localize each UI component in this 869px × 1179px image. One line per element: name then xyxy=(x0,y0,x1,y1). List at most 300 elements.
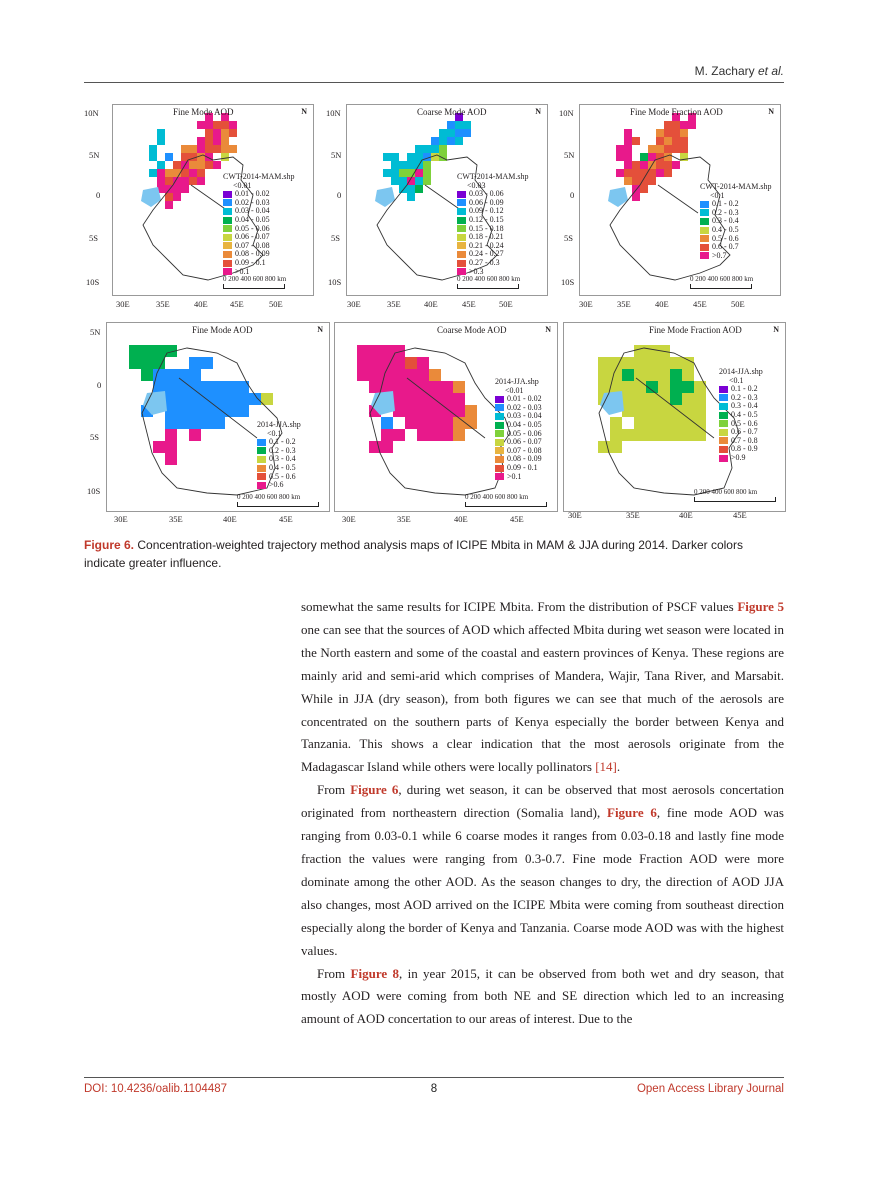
legend-item: 0.12 - 0.15 xyxy=(457,216,528,225)
grid-cell xyxy=(616,153,624,161)
grid-cell xyxy=(616,169,624,177)
map-title: Fine Mode Fraction AOD xyxy=(630,107,723,117)
legend-swatch xyxy=(223,225,232,232)
grid-cell xyxy=(616,145,624,153)
legend-swatch xyxy=(257,465,266,472)
legend-swatch xyxy=(719,420,728,427)
grid-cell xyxy=(357,357,369,369)
legend-item: >0.1 xyxy=(223,268,294,277)
grid-cell xyxy=(664,169,672,177)
legend-item: 0.09 - 0.1 xyxy=(495,464,542,473)
legend-swatch xyxy=(457,234,466,241)
y-tick: 10N xyxy=(326,108,341,118)
grid-cell xyxy=(383,153,391,161)
grid-cell xyxy=(646,369,658,381)
legend-item: 0.4 - 0.5 xyxy=(700,226,771,235)
grid-cell xyxy=(646,417,658,429)
legend-item: 0.03 - 0.04 xyxy=(223,207,294,216)
legend-swatch xyxy=(495,413,504,420)
grid-cell xyxy=(381,369,393,381)
grid-cell xyxy=(399,177,407,185)
grid-cell xyxy=(165,429,177,441)
grid-cell xyxy=(664,121,672,129)
grid-cell xyxy=(153,357,165,369)
grid-cell xyxy=(646,345,658,357)
legend-item: 0.08 - 0.09 xyxy=(495,455,542,464)
grid-cell xyxy=(405,369,417,381)
legend-swatch xyxy=(719,403,728,410)
x-tick: 40E xyxy=(655,299,669,309)
grid-cell xyxy=(429,369,441,381)
grid-cell xyxy=(181,177,189,185)
grid-cell xyxy=(417,405,429,417)
grid-cell xyxy=(157,137,165,145)
caption-text: Concentration-weighted trajectory method analysis maps of ICIPE Mbita in MAM & JJA during 2014. Darker colors indicate greater influence. xyxy=(84,538,743,570)
grid-cell xyxy=(423,177,431,185)
grid-cell xyxy=(640,185,648,193)
grid-cell xyxy=(682,381,694,393)
legend-swatch xyxy=(457,225,466,232)
grid-cell xyxy=(129,345,141,357)
grid-cell xyxy=(157,129,165,137)
legend-swatch xyxy=(700,252,709,259)
grid-cell xyxy=(640,153,648,161)
y-tick: 10S xyxy=(328,277,342,287)
grid-cell xyxy=(682,357,694,369)
citation-link[interactable]: [14] xyxy=(595,759,617,775)
journal-name: Open Access Library Journal xyxy=(636,1083,784,1095)
grid-cell xyxy=(391,161,399,169)
grid-cell xyxy=(415,185,423,193)
grid-cell xyxy=(189,417,201,429)
grid-cell xyxy=(205,121,213,129)
x-tick: 35E xyxy=(397,514,411,524)
grid-cell xyxy=(165,381,177,393)
legend-swatch xyxy=(495,456,504,463)
grid-cell xyxy=(658,405,670,417)
legend-item: 0.3 - 0.4 xyxy=(700,217,771,226)
grid-cell xyxy=(177,381,189,393)
grid-cell xyxy=(405,357,417,369)
y-tick: 10N xyxy=(84,108,99,118)
grid-cell xyxy=(610,417,622,429)
grid-cell xyxy=(417,429,429,441)
legend-title: 2014-JJA.shp xyxy=(495,377,539,386)
grid-cell xyxy=(405,393,417,405)
grid-cell xyxy=(453,381,465,393)
grid-cell xyxy=(197,145,205,153)
grid-cell xyxy=(407,185,415,193)
map-panel-coarse-mam xyxy=(346,104,548,296)
grid-cell xyxy=(201,405,213,417)
y-tick: 0 xyxy=(96,190,101,200)
grid-cell xyxy=(201,417,213,429)
legend-swatch xyxy=(257,447,266,454)
legend-item: 0.3 - 0.4 xyxy=(719,402,763,411)
grid-cell xyxy=(197,121,205,129)
page-footer xyxy=(84,1077,784,1095)
legend-swatch xyxy=(257,482,266,489)
x-tick: 50E xyxy=(731,299,745,309)
grid-cell xyxy=(189,357,201,369)
legend-swatch xyxy=(223,242,232,249)
legend-title: CWT-2014-MAM.shp xyxy=(223,172,295,181)
grid-cell xyxy=(153,345,165,357)
grid-cell xyxy=(189,405,201,417)
legend-item: 0.04 - 0.05 xyxy=(495,421,542,430)
grid-cell xyxy=(688,121,696,129)
legend-item: >0.3 xyxy=(457,268,528,277)
grid-cell xyxy=(656,137,664,145)
legend-item: 0.05 - 0.06 xyxy=(495,430,542,439)
x-tick: 45E xyxy=(693,299,707,309)
grid-cell xyxy=(622,369,634,381)
legend-item: 0.1 - 0.2 xyxy=(700,200,771,209)
grid-cell xyxy=(465,405,477,417)
grid-cell xyxy=(622,393,634,405)
grid-cell xyxy=(221,121,229,129)
x-tick: 40E xyxy=(679,510,693,520)
legend-swatch xyxy=(700,209,709,216)
grid-cell xyxy=(624,137,632,145)
legend-item: 0.21 - 0.24 xyxy=(457,242,528,251)
grid-cell xyxy=(632,137,640,145)
legend-swatch xyxy=(223,208,232,215)
grid-cell xyxy=(381,429,393,441)
grid-cell xyxy=(598,381,610,393)
y-tick: 5S xyxy=(89,233,98,243)
legend-swatch xyxy=(457,191,466,198)
legend-swatch xyxy=(223,234,232,241)
grid-cell xyxy=(634,381,646,393)
y-tick: 0 xyxy=(570,190,575,200)
grid-cell xyxy=(441,429,453,441)
grid-cell xyxy=(181,185,189,193)
grid-cell xyxy=(383,169,391,177)
legend-swatch xyxy=(223,199,232,206)
legend-item: 0.4 - 0.5 xyxy=(257,464,301,473)
grid-cell xyxy=(658,369,670,381)
map-panel-fine-jja xyxy=(106,322,330,512)
y-tick: 5S xyxy=(564,233,573,243)
grid-cell xyxy=(634,405,646,417)
x-tick: 35E xyxy=(387,299,401,309)
legend-swatch xyxy=(700,218,709,225)
grid-cell xyxy=(632,161,640,169)
legend-swatch xyxy=(457,260,466,267)
grid-cell xyxy=(646,393,658,405)
legend-item: 0.3 - 0.4 xyxy=(257,455,301,464)
north-arrow-icon: N xyxy=(545,325,551,334)
grid-cell xyxy=(682,369,694,381)
grid-cell xyxy=(439,129,447,137)
grid-cell xyxy=(393,369,405,381)
y-tick: 5N xyxy=(89,150,100,160)
grid-cell xyxy=(431,145,439,153)
grid-cell xyxy=(165,417,177,429)
grid-cell xyxy=(656,161,664,169)
legend-swatch xyxy=(457,217,466,224)
legend-item: 0.7 - 0.8 xyxy=(719,437,763,446)
legend-swatch xyxy=(719,394,728,401)
legend-item: 0.6 - 0.7 xyxy=(719,428,763,437)
legend-item: 0.27 - 0.3 xyxy=(457,259,528,268)
map-title: Coarse Mode AOD xyxy=(417,107,487,117)
grid-cell xyxy=(229,145,237,153)
grid-cell xyxy=(672,129,680,137)
legend-swatch xyxy=(495,465,504,472)
legend-swatch xyxy=(223,217,232,224)
north-arrow-icon: N xyxy=(773,325,779,334)
grid-cell xyxy=(682,429,694,441)
grid-cell xyxy=(177,369,189,381)
grid-cell xyxy=(165,177,173,185)
map-title: Fine Mode Fraction AOD xyxy=(649,325,742,335)
legend-item: 0.1 - 0.2 xyxy=(257,438,301,447)
map-legend xyxy=(257,421,301,490)
legend-swatch xyxy=(719,386,728,393)
legend-item: 0.24 - 0.27 xyxy=(457,250,528,259)
legend-item: 0.04 - 0.05 xyxy=(223,216,294,225)
x-tick: 35E xyxy=(156,299,170,309)
x-tick: 40E xyxy=(424,299,438,309)
legend-swatch xyxy=(700,227,709,234)
x-tick: 45E xyxy=(510,514,524,524)
grid-cell xyxy=(381,357,393,369)
grid-cell xyxy=(417,417,429,429)
grid-cell xyxy=(173,193,181,201)
legend-swatch xyxy=(719,455,728,462)
x-tick: 30E xyxy=(579,299,593,309)
grid-cell xyxy=(189,145,197,153)
legend-item: 0.07 - 0.08 xyxy=(495,447,542,456)
grid-cell xyxy=(624,169,632,177)
grid-cell xyxy=(447,121,455,129)
legend-item: >0.6 xyxy=(257,481,301,490)
page-number: 8 xyxy=(430,1083,438,1095)
x-tick: 30E xyxy=(114,514,128,524)
grid-cell xyxy=(680,129,688,137)
legend-item: >0.9 xyxy=(719,454,763,463)
legend-item: 0.02 - 0.03 xyxy=(495,404,542,413)
grid-cell xyxy=(369,345,381,357)
y-tick: 10S xyxy=(86,277,100,287)
grid-cell xyxy=(463,121,471,129)
y-tick: 5N xyxy=(90,327,101,337)
grid-cell xyxy=(407,193,415,201)
grid-cell xyxy=(165,369,177,381)
figure-link[interactable]: Figure 6 xyxy=(607,805,657,821)
grid-cell xyxy=(624,129,632,137)
grid-cell xyxy=(429,381,441,393)
grid-cell xyxy=(634,357,646,369)
legend-swatch xyxy=(495,447,504,454)
legend-item: <0.03 xyxy=(467,180,486,190)
grid-cell xyxy=(399,169,407,177)
legend-swatch xyxy=(457,242,466,249)
grid-cell xyxy=(622,429,634,441)
grid-cell xyxy=(149,169,157,177)
x-tick: 35E xyxy=(626,510,640,520)
legend-item: 0.06 - 0.07 xyxy=(223,233,294,242)
x-tick: 30E xyxy=(342,514,356,524)
caption-label: Figure 6. xyxy=(84,538,135,552)
y-tick: 5N xyxy=(331,150,342,160)
legend-item: 0.08 - 0.09 xyxy=(223,250,294,259)
legend-swatch xyxy=(457,251,466,258)
grid-cell xyxy=(213,161,221,169)
x-tick: 35E xyxy=(169,514,183,524)
scale-bar: 0 200 400 600 800 km xyxy=(237,493,319,507)
legend-swatch xyxy=(719,446,728,453)
grid-cell xyxy=(415,145,423,153)
grid-cell xyxy=(670,393,682,405)
grid-cell xyxy=(672,121,680,129)
grid-cell xyxy=(407,153,415,161)
doi-link[interactable]: DOI: 10.4236/oalib.1104487 xyxy=(84,1083,228,1095)
grid-cell xyxy=(441,393,453,405)
grid-cell xyxy=(157,169,165,177)
grid-cell xyxy=(610,429,622,441)
legend-item: 0.09 - 0.1 xyxy=(223,259,294,268)
grid-cell xyxy=(157,161,165,169)
legend-swatch xyxy=(719,412,728,419)
legend-item: 0.06 - 0.09 xyxy=(457,199,528,208)
grid-cell xyxy=(165,153,173,161)
grid-cell xyxy=(153,441,165,453)
grid-cell xyxy=(369,381,381,393)
grid-cell xyxy=(670,369,682,381)
grid-cell xyxy=(439,137,447,145)
x-tick: 45E xyxy=(462,299,476,309)
grid-cell xyxy=(197,137,205,145)
grid-cell xyxy=(393,357,405,369)
map-panel-coarse-jja xyxy=(334,322,558,512)
grid-cell xyxy=(213,145,221,153)
grid-cell xyxy=(189,393,201,405)
grid-cell xyxy=(646,357,658,369)
grid-cell xyxy=(189,161,197,169)
grid-cell xyxy=(648,145,656,153)
legend-swatch xyxy=(495,422,504,429)
figure-link[interactable]: Figure 8 xyxy=(350,965,399,981)
x-tick: 50E xyxy=(499,299,513,309)
grid-cell xyxy=(213,405,225,417)
grid-cell xyxy=(622,381,634,393)
grid-cell xyxy=(189,369,201,381)
grid-cell xyxy=(177,405,189,417)
legend-item: 0.05 - 0.06 xyxy=(223,225,294,234)
grid-cell xyxy=(165,393,177,405)
grid-cell xyxy=(141,357,153,369)
grid-cell xyxy=(682,393,694,405)
grid-cell xyxy=(381,345,393,357)
scale-bar: 0 200 400 600 800 km xyxy=(223,275,286,289)
grid-cell xyxy=(441,417,453,429)
x-tick: 40E xyxy=(454,514,468,524)
legend-swatch xyxy=(700,244,709,251)
legend-swatch xyxy=(457,199,466,206)
legend-swatch xyxy=(223,251,232,258)
x-tick: 30E xyxy=(568,510,582,520)
y-tick: 10N xyxy=(559,108,574,118)
x-tick: 40E xyxy=(194,299,208,309)
grid-cell xyxy=(694,393,706,405)
grid-cell xyxy=(624,161,632,169)
grid-cell xyxy=(225,381,237,393)
figure-link[interactable]: Figure 5 xyxy=(737,599,784,614)
grid-cell xyxy=(455,129,463,137)
grid-cell xyxy=(213,137,221,145)
figure-caption xyxy=(84,536,784,572)
legend-item: <0.01 xyxy=(233,180,252,190)
grid-cell xyxy=(670,429,682,441)
grid-cell xyxy=(429,417,441,429)
grid-cell xyxy=(165,169,173,177)
grid-cell xyxy=(369,357,381,369)
legend-item: 0.2 - 0.3 xyxy=(700,209,771,218)
grid-cell xyxy=(646,429,658,441)
body-text xyxy=(301,596,784,1031)
figure-link[interactable]: Figure 6 xyxy=(350,782,399,798)
legend-item: 0.8 - 0.9 xyxy=(719,445,763,454)
grid-cell xyxy=(393,381,405,393)
grid-cell xyxy=(197,161,205,169)
grid-cell xyxy=(694,405,706,417)
grid-cell xyxy=(205,129,213,137)
grid-cell xyxy=(429,429,441,441)
grid-cell xyxy=(624,153,632,161)
grid-cell xyxy=(634,345,646,357)
grid-cell xyxy=(221,129,229,137)
scale-bar: 0 200 400 600 800 km xyxy=(694,488,776,502)
grid-cell xyxy=(369,369,381,381)
legend-swatch xyxy=(719,429,728,436)
legend-swatch xyxy=(257,439,266,446)
figure-6 xyxy=(84,100,784,530)
running-author: M. Zachary et al. xyxy=(694,64,784,78)
grid-cell xyxy=(237,405,249,417)
grid-cell xyxy=(357,345,369,357)
legend-swatch xyxy=(700,235,709,242)
grid-cell xyxy=(664,161,672,169)
grid-cell xyxy=(610,369,622,381)
legend-item: 0.06 - 0.07 xyxy=(495,438,542,447)
x-tick: 30E xyxy=(116,299,130,309)
grid-cell xyxy=(610,357,622,369)
x-tick: 35E xyxy=(617,299,631,309)
scale-bar: 0 200 400 600 800 km xyxy=(465,493,547,507)
legend-item: 0.01 - 0.02 xyxy=(495,395,542,404)
map-title: Fine Mode AOD xyxy=(173,107,234,117)
legend-item: 0.18 - 0.21 xyxy=(457,233,528,242)
grid-cell xyxy=(405,405,417,417)
grid-cell xyxy=(453,393,465,405)
grid-cell xyxy=(393,429,405,441)
legend-item: 0.4 - 0.5 xyxy=(719,411,763,420)
grid-cell xyxy=(189,177,197,185)
grid-cell xyxy=(213,417,225,429)
grid-cell xyxy=(237,393,249,405)
page-header xyxy=(84,60,784,83)
grid-cell xyxy=(173,185,181,193)
legend-item: >0.7 xyxy=(700,252,771,261)
grid-cell xyxy=(391,169,399,177)
grid-cell xyxy=(634,369,646,381)
north-arrow-icon: N xyxy=(301,107,307,116)
legend-item: 0.5 - 0.6 xyxy=(719,420,763,429)
grid-cell xyxy=(610,441,622,453)
